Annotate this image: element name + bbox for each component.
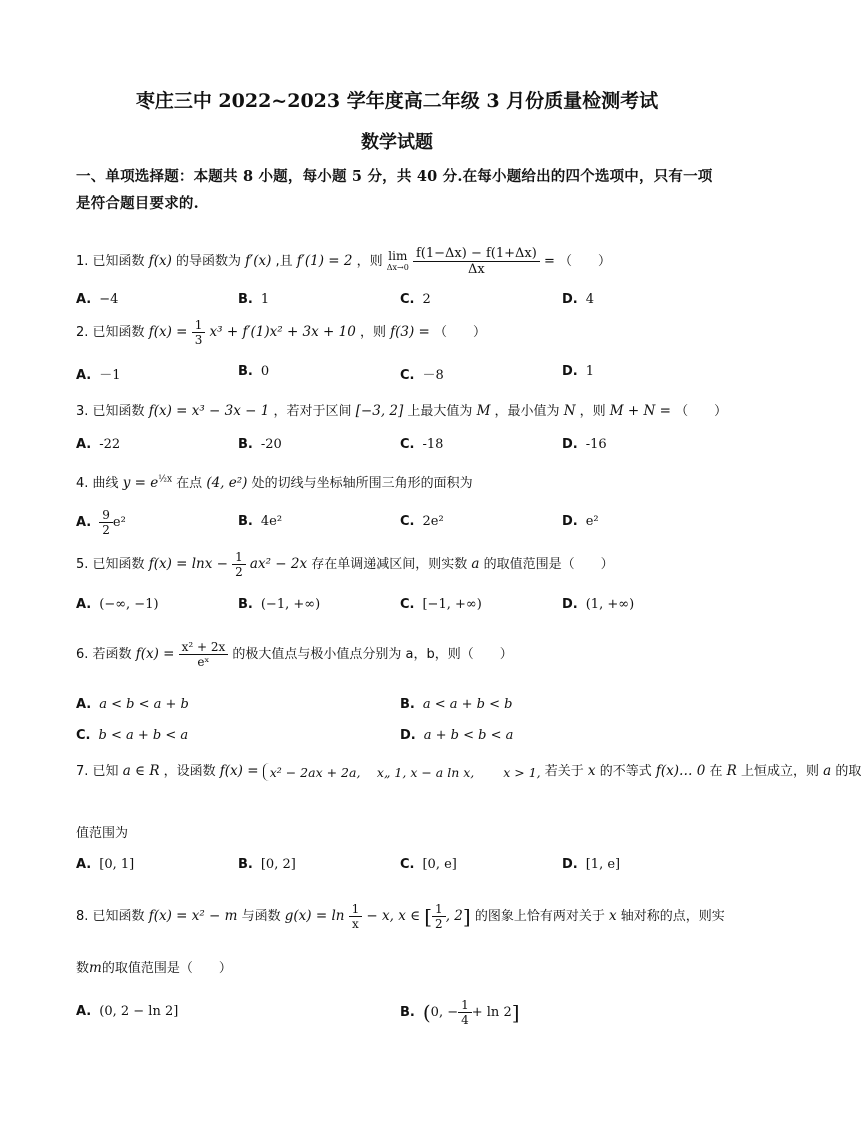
question-number: 1. — [76, 254, 89, 269]
math-expr: f(x) = x³ − 3x − 1 — [148, 403, 270, 419]
fraction: $\frac{1}{2}$ — [432, 902, 446, 931]
question-1 — [76, 246, 611, 277]
math-expr: f(x) = — [148, 324, 192, 340]
math-expr: y = e — [122, 475, 159, 491]
limit-operator: lim Δx→0 — [386, 248, 409, 272]
math-expr: x — [608, 908, 617, 924]
question-text: 在点 — [176, 476, 203, 491]
question-text: 的极大值点与极小值点分别为 a，b，则（ ） — [232, 647, 513, 662]
question-text: 若关于 — [544, 764, 584, 779]
math-exponent: ½x — [158, 474, 173, 485]
option-b[interactable]: B. (−1, +∞) — [238, 597, 321, 612]
question-text: ，若对于区间 — [273, 404, 352, 419]
question-number: 5. — [76, 557, 89, 572]
question-text: 已知函数 — [92, 325, 145, 340]
question-text: ，则 — [359, 325, 386, 340]
question-tail: （ ） — [434, 325, 487, 340]
question-text: 的导函数为 — [176, 254, 242, 269]
option-b[interactable]: B. -20 — [238, 437, 282, 452]
option-b[interactable]: B. [0, 2] — [238, 857, 296, 872]
question-number: 2. — [76, 325, 89, 340]
option-b[interactable]: B. (0, − $\frac{1}{4}$ + ln 2] — [400, 998, 520, 1027]
question-text: 的取值范围是（ ） — [483, 557, 614, 572]
option-d[interactable]: D. 1 — [562, 364, 595, 379]
math-expr: x³ + f′(1)x² + 3x + 10 — [209, 324, 356, 340]
limit-fraction: $\frac{f(1-\Delta x) - f(1+\Delta x)}{\Delta x}$ — [413, 246, 540, 277]
option-c[interactable]: C. -18 — [400, 437, 444, 452]
question-8-line2: 数m的取值范围是（ ） — [76, 960, 232, 976]
math-expr: f(x) — [148, 253, 172, 269]
option-b[interactable]: B. 4e² — [238, 514, 283, 529]
question-text: 在 — [709, 764, 723, 779]
option-a[interactable]: A. −4 — [76, 292, 119, 307]
math-expr: f(x)… 0 — [655, 763, 706, 779]
piecewise-function: x² − 2ax + 2a, x„ 1, x − a ln x, x > 1, — [263, 763, 541, 781]
math-expr: ax² − 2x — [249, 556, 308, 572]
question-text: 上最大值为 — [407, 404, 473, 419]
option-c[interactable]: C. 2 — [400, 292, 431, 307]
question-tail: （ ） — [675, 404, 728, 419]
question-6 — [76, 640, 513, 669]
option-b[interactable]: B. 0 — [238, 364, 270, 379]
math-expr: g(x) = ln — [284, 908, 345, 924]
question-text: 轴对称的点，则实 — [620, 909, 725, 924]
option-d[interactable]: D. (1, +∞) — [562, 597, 635, 612]
question-number: 7. — [76, 764, 89, 779]
math-expr: f′(1) = 2 — [296, 253, 353, 269]
question-8: 8. 已知函数 f(x) = x² − m 与函数 g(x) = ln $\frac{1}{x}$ − x, x ∈ [ $\frac{1}{2}$ , 2] 的图象上恰有两对关于 x 轴对称的点，则实 — [76, 902, 725, 931]
option-d[interactable]: D. e² — [562, 514, 599, 529]
question-text: ，则 — [579, 404, 606, 419]
question-tail: = （ ） — [543, 254, 612, 269]
option-c[interactable]: C. [0, e] — [400, 857, 457, 872]
question-text: 上恒成立，则 — [740, 764, 819, 779]
question-text: 的图象上恰有两对关于 — [474, 909, 605, 924]
math-expr: R — [726, 763, 737, 779]
math-expr: a ∈ R — [122, 763, 160, 779]
math-expr: M + N = — [609, 403, 671, 419]
question-number: 8. — [76, 909, 89, 924]
question-5 — [76, 550, 614, 579]
question-text: 已知函数 — [92, 909, 145, 924]
option-d[interactable]: D. [1, e] — [562, 857, 621, 872]
math-expr: a — [471, 556, 480, 572]
question-number: 4. — [76, 476, 89, 491]
option-a[interactable]: A. a < b < a + b — [76, 697, 189, 712]
fraction: $\frac{\text{x² + 2x}}{\text{eˣ}}$ — [179, 640, 229, 669]
question-text: ，最小值为 — [494, 404, 560, 419]
option-a[interactable]: A. (−∞, −1) — [76, 597, 159, 612]
question-number: 3. — [76, 404, 89, 419]
option-a[interactable]: A. -22 — [76, 437, 121, 452]
option-a[interactable]: A. $\frac{9}{2}$ e² — [76, 508, 126, 537]
option-b[interactable]: B. a < a + b < b — [400, 697, 513, 712]
question-number: 6. — [76, 647, 89, 662]
math-expr: [−3, 2] — [355, 403, 404, 419]
math-expr: f(x) = — [219, 763, 259, 779]
question-text: 的不等式 — [599, 764, 652, 779]
question-7 — [76, 760, 861, 781]
option-a[interactable]: A. －1 — [76, 368, 121, 383]
question-text: 与函数 — [241, 909, 281, 924]
math-expr: − x, x ∈ — [366, 908, 421, 924]
option-a[interactable]: A. [0, 1] — [76, 857, 135, 872]
question-text: 存在单调递减区间，则实数 — [311, 557, 468, 572]
fraction: $\frac{1}{x}$ — [349, 902, 363, 931]
option-d[interactable]: D. 4 — [562, 292, 595, 307]
math-expr: (4, e²) — [206, 475, 248, 491]
exam-subtitle: 数学试题 — [361, 132, 433, 153]
question-text: 已知函数 — [92, 557, 145, 572]
option-d[interactable]: D. a + b < b < a — [400, 728, 514, 743]
question-3 — [76, 400, 727, 419]
math-expr: N — [563, 403, 576, 419]
question-2 — [76, 318, 486, 347]
question-7-line2: 值范围为 — [76, 826, 129, 841]
math-expr: f(x) = lnx − — [148, 556, 228, 572]
question-text: 处的切线与坐标轴所围三角形的面积为 — [251, 476, 473, 491]
option-c[interactable]: C. 2e² — [400, 514, 444, 529]
question-text: ，设函数 — [163, 764, 216, 779]
question-text: 已知函数 — [92, 404, 145, 419]
question-text: ,且 — [275, 254, 293, 269]
math-expr: a — [823, 763, 832, 779]
math-expr: x — [587, 763, 596, 779]
math-expr: M — [476, 403, 491, 419]
question-text: 已知函数 — [92, 254, 145, 269]
question-4 — [76, 472, 473, 491]
fraction: $\frac{1}{2}$ — [232, 550, 246, 579]
math-expr: f(x) = — [135, 646, 175, 662]
option-c[interactable]: C. －8 — [400, 368, 444, 383]
option-c[interactable]: C. b < a + b < a — [76, 728, 189, 743]
math-expr: f(3) = — [390, 324, 430, 340]
option-b[interactable]: B. 1 — [238, 292, 270, 307]
option-c[interactable]: C. [−1, +∞) — [400, 597, 482, 612]
exam-title: 枣庄三中 2022~2023 学年度高二年级 3 月份质量检测考试 — [135, 90, 659, 112]
question-text: 若函数 — [92, 647, 132, 662]
fraction: $\frac{1}{3}$ — [192, 318, 206, 347]
math-expr: f′(x) — [245, 253, 272, 269]
question-text: 曲线 — [92, 476, 119, 491]
question-text: ，则 — [356, 254, 383, 269]
question-text: 的取 — [835, 764, 861, 779]
question-text: 已知 — [92, 764, 119, 779]
math-expr: f(x) = x² − m — [148, 908, 238, 924]
option-a[interactable]: A. (0, 2 − ln 2] — [76, 1004, 179, 1019]
option-d[interactable]: D. -16 — [562, 437, 607, 452]
section-heading: 一、单项选择题：本题共 8 小题，每小题 5 分，共 40 分.在每小题给出的四个选项中，只有一项是符合题目要求的. — [76, 168, 713, 212]
